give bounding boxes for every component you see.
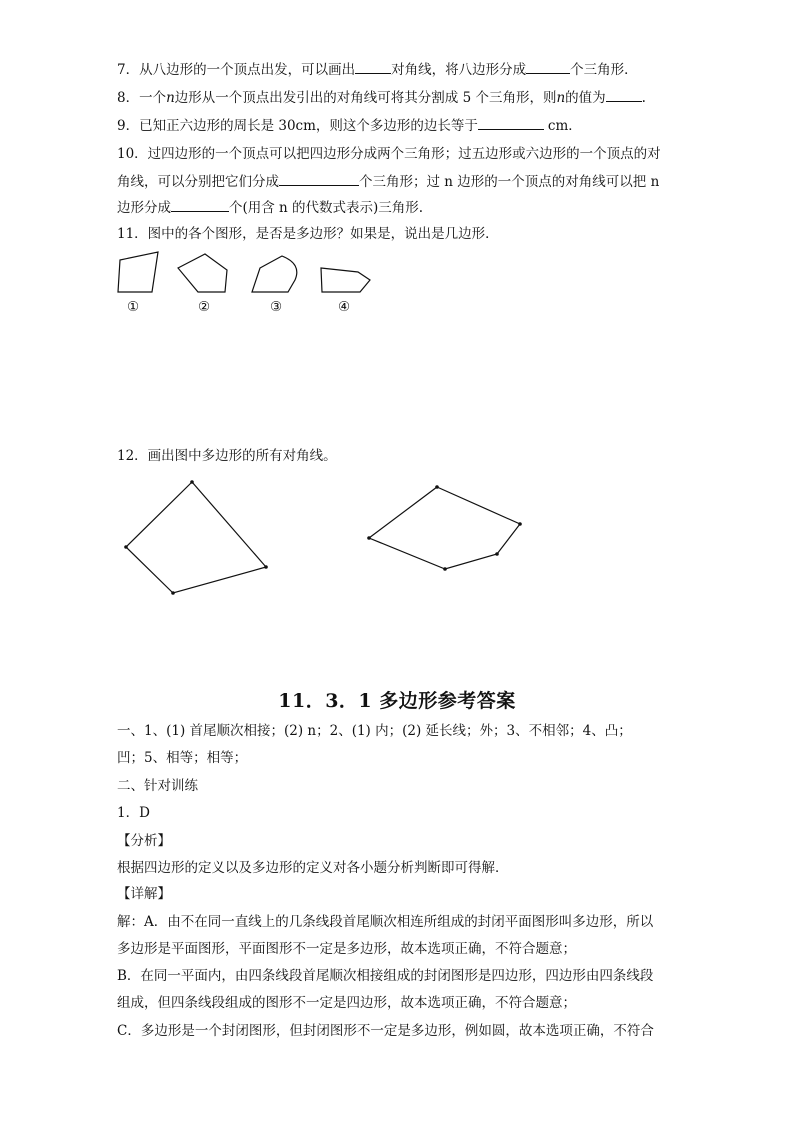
question-9: 9．已知正六边形的周长是 30cm，则这个多边形的边长等于 cm． [117, 115, 582, 136]
analysis-heading: 【分析】 [117, 833, 171, 849]
question-11-shapes [110, 246, 380, 302]
shape-label-2: ② [198, 299, 211, 315]
answer-line: C．多边形是一个封闭图形，但封闭图形不一定是多边形，例如圆，故本选项正确，不符合 [117, 1023, 654, 1039]
question-12: 12．画出图中多边形的所有对角线。 [117, 448, 337, 464]
quadrilateral-figure [126, 482, 266, 593]
shape-label-4: ④ [338, 299, 351, 315]
answer-blank [478, 115, 544, 130]
answer-blank [279, 171, 359, 186]
shape-label-3: ③ [270, 299, 283, 315]
shape-4-pentagon [321, 268, 370, 292]
answer-line: 组成，但四条线段组成的图形不一定是四边形，故本选项正确，不符合题意； [117, 995, 576, 1011]
question-10-line-3: 边形分成 个(用含 n 的代数式表示)三角形. [117, 197, 423, 218]
shape-label-1: ① [127, 299, 140, 315]
question-11: 11．图中的各个图形，是否是多边形？如果是，说出是几边形． [117, 226, 499, 242]
answer-line: 1．D [117, 805, 150, 821]
answer-line: 凹；5、相等；相等； [117, 750, 248, 766]
answer-line: 一、1、(1) 首尾顺次相接；(2) n；2、(1) 内；(2) 延长线；外；3、不相邻；4、凸； [117, 723, 632, 739]
answer-blank [171, 197, 229, 212]
shape-1-quadrilateral [118, 252, 158, 292]
question-7: 7．从八边形的一个顶点出发，可以画出 对角线，将八边形分成 个三角形． [117, 59, 638, 80]
answer-line: B．在同一平面内，由四条线段首尾顺次相接组成的封闭图形是四边形，四边形由四条线段 [117, 968, 654, 984]
question-8: 8．一个n边形从一个顶点出发引出的对角线可将其分割成 5 个三角形，则n的值为 . [117, 87, 646, 108]
answer-line: 二、针对训练 [117, 778, 198, 794]
question-10-line-2: 角线，可以分别把它们分成 个三角形；过 n 边形的一个顶点的对角线可以把 n [117, 171, 659, 192]
answer-blank [526, 59, 570, 74]
question-10-line-1: 10．过四边形的一个顶点可以把四边形分成两个三角形；过五边形或六边形的一个顶点的对 [117, 146, 661, 162]
answer-line: 多边形是平面图形，平面图形不一定是多边形，故本选项正确，不符合题意； [117, 941, 576, 957]
answer-line: 解：A．由不在同一直线上的几条线段首尾顺次相连所组成的封闭平面图形叫多边形，所以 [117, 914, 654, 930]
shape-3-curved-figure [252, 256, 297, 292]
answer-line: 根据四边形的定义以及多边形的定义对各小题分析判断即可得解． [117, 860, 509, 876]
shape-2-pentagon [178, 254, 227, 292]
answer-blank [606, 87, 642, 102]
answer-blank [355, 59, 391, 74]
question-12-polygons [110, 470, 550, 610]
detail-heading: 【详解】 [117, 886, 171, 902]
answer-title: 11．3．1 多边形参考答案 [278, 690, 516, 712]
pentagon-figure [369, 487, 520, 569]
